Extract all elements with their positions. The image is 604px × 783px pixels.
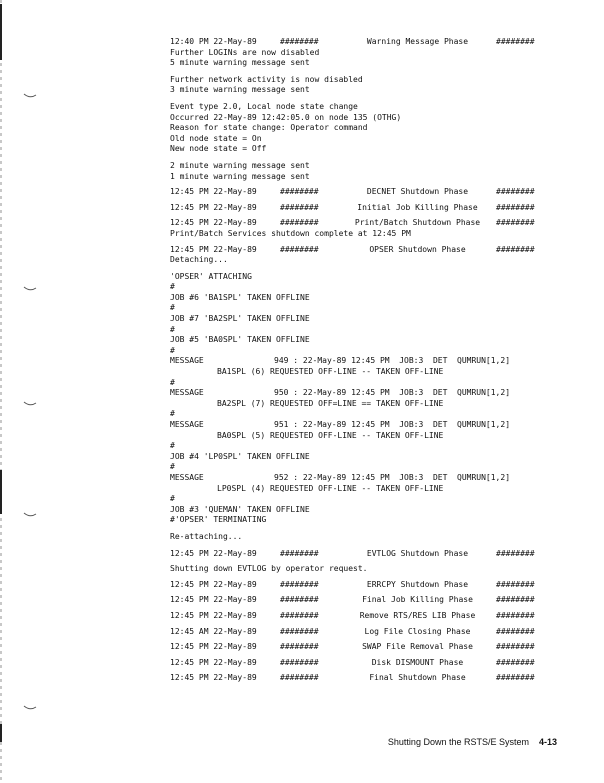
log-line: # xyxy=(170,345,175,355)
log-line: 5 minute warning message sent xyxy=(170,58,310,68)
log-line: # xyxy=(170,462,175,472)
punch-hole-mark xyxy=(23,93,37,99)
punch-hole-mark xyxy=(23,401,37,407)
phase-row: 12:45 PM 22-May-89 ######## Final Shutdown Phase ######## xyxy=(170,673,535,683)
phase-row: 12:45 PM 22-May-89 ######## Initial Job Killing Phase ######## xyxy=(170,202,535,212)
log-line: Old node state = On xyxy=(170,133,262,143)
log-line: 2 minute warning message sent xyxy=(170,160,310,170)
log-line: # xyxy=(170,494,175,504)
punch-hole-mark xyxy=(23,512,37,518)
message-row: MESSAGE 952 : 22-May-89 12:45 PM JOB:3 DET QUMRUN[1,2] xyxy=(170,472,511,482)
page-number: 4-13 xyxy=(538,737,557,747)
binder-mark xyxy=(0,4,2,60)
log-line: # xyxy=(170,409,175,419)
phase-row: 12:45 PM 22-May-89 ######## DECNET Shutdown Phase ######## xyxy=(170,187,535,197)
phase-row: 12:45 PM 22-May-89 ######## Remove RTS/RES LIB Phase ######## xyxy=(170,610,535,620)
log-line: Event type 2.0, Local node state change xyxy=(170,101,358,111)
message-detail: BA2SPL (7) REQUESTED OFF=LINE == TAKEN OFF-LINE xyxy=(217,398,444,408)
message-detail: LP0SPL (4) REQUESTED OFF-LINE -- TAKEN OFF-LINE xyxy=(217,483,444,493)
punch-hole-mark xyxy=(23,705,37,711)
log-line: Further network activity is now disabled xyxy=(170,74,363,84)
message-detail: BA1SPL (6) REQUESTED OFF-LINE -- TAKEN OFF-LINE xyxy=(217,367,444,377)
phase-row: 12:45 PM 22-May-89 ######## SWAP File Removal Phase ######## xyxy=(170,642,535,652)
phase-row: 12:45 PM 22-May-89 ######## Print/Batch Shutdown Phase ######## xyxy=(170,218,535,228)
binder-mark xyxy=(0,724,2,742)
log-line: JOB #4 'LP0SPL' TAKEN OFFLINE xyxy=(170,451,310,461)
message-row: MESSAGE 949 : 22-May-89 12:45 PM JOB:3 DET QUMRUN[1,2] xyxy=(170,356,511,366)
phase-row: 12:45 PM 22-May-89 ######## OPSER Shutdown Phase ######## xyxy=(170,244,535,254)
log-line: Occurred 22-May-89 12:42:05.0 on node 135 (OTHG) xyxy=(170,112,402,122)
phase-row: 12:40 PM 22-May-89 ######## Warning Message Phase ######## xyxy=(170,37,535,46)
log-line: # xyxy=(170,377,175,387)
log-line: # xyxy=(170,441,175,451)
log-line: JOB #5 'BA0SPL' TAKEN OFFLINE xyxy=(170,335,310,345)
phase-row: 12:45 PM 22-May-89 ######## Final Job Killing Phase ######## xyxy=(170,595,535,605)
log-line: Detaching... xyxy=(170,255,228,265)
phase-row: 12:45 AM 22-May-89 ######## Log File Closing Phase ######## xyxy=(170,626,535,636)
log-line: JOB #7 'BA2SPL' TAKEN OFFLINE xyxy=(170,314,310,324)
log-line: JOB #6 'BA1SPL' TAKEN OFFLINE xyxy=(170,292,310,302)
binder-edge xyxy=(0,0,2,783)
log-line: Reason for state change: Operator command xyxy=(170,123,368,133)
message-row: MESSAGE 951 : 22-May-89 12:45 PM JOB:3 DET QUMRUN[1,2] xyxy=(170,420,511,429)
log-line: JOB #3 'QUEMAN' TAKEN OFFLINE xyxy=(170,504,310,514)
log-line: # xyxy=(170,303,175,313)
log-line: 1 minute warning message sent xyxy=(170,171,310,181)
log-line: 'OPSER' ATTACHING xyxy=(170,271,252,281)
punch-hole-mark xyxy=(23,286,37,292)
page-footer xyxy=(388,737,557,747)
footer-title: Shutting Down the RSTS/E System xyxy=(387,737,529,747)
phase-row: 12:45 PM 22-May-89 ######## ERRCPY Shutdown Phase ######## xyxy=(170,579,535,589)
console-log xyxy=(170,37,550,684)
phase-row: 12:45 PM 22-May-89 ######## EVTLOG Shutdown Phase ######## xyxy=(170,548,535,558)
log-line: #'OPSER' TERMINATING xyxy=(170,515,267,525)
binder-mark xyxy=(0,470,2,514)
log-line: Further LOGINs are now disabled xyxy=(170,47,320,57)
log-line: # xyxy=(170,324,175,334)
log-line: New node state = Off xyxy=(170,144,267,154)
log-line: # xyxy=(170,282,175,292)
log-line: Re-attaching... xyxy=(170,531,243,541)
phase-row: 12:45 PM 22-May-89 ######## Disk DISMOUNT Phase ######## xyxy=(170,657,535,667)
message-detail: BA0SPL (5) REQUESTED OFF-LINE -- TAKEN OFF-LINE xyxy=(217,430,444,440)
log-line: Print/Batch Services shutdown complete at 12:45 PM xyxy=(170,228,411,238)
log-line: Shutting down EVTLOG by operator request. xyxy=(170,564,368,574)
message-row: MESSAGE 950 : 22-May-89 12:45 PM JOB:3 DET QUMRUN[1,2] xyxy=(170,388,511,398)
log-line: 3 minute warning message sent xyxy=(170,85,310,95)
